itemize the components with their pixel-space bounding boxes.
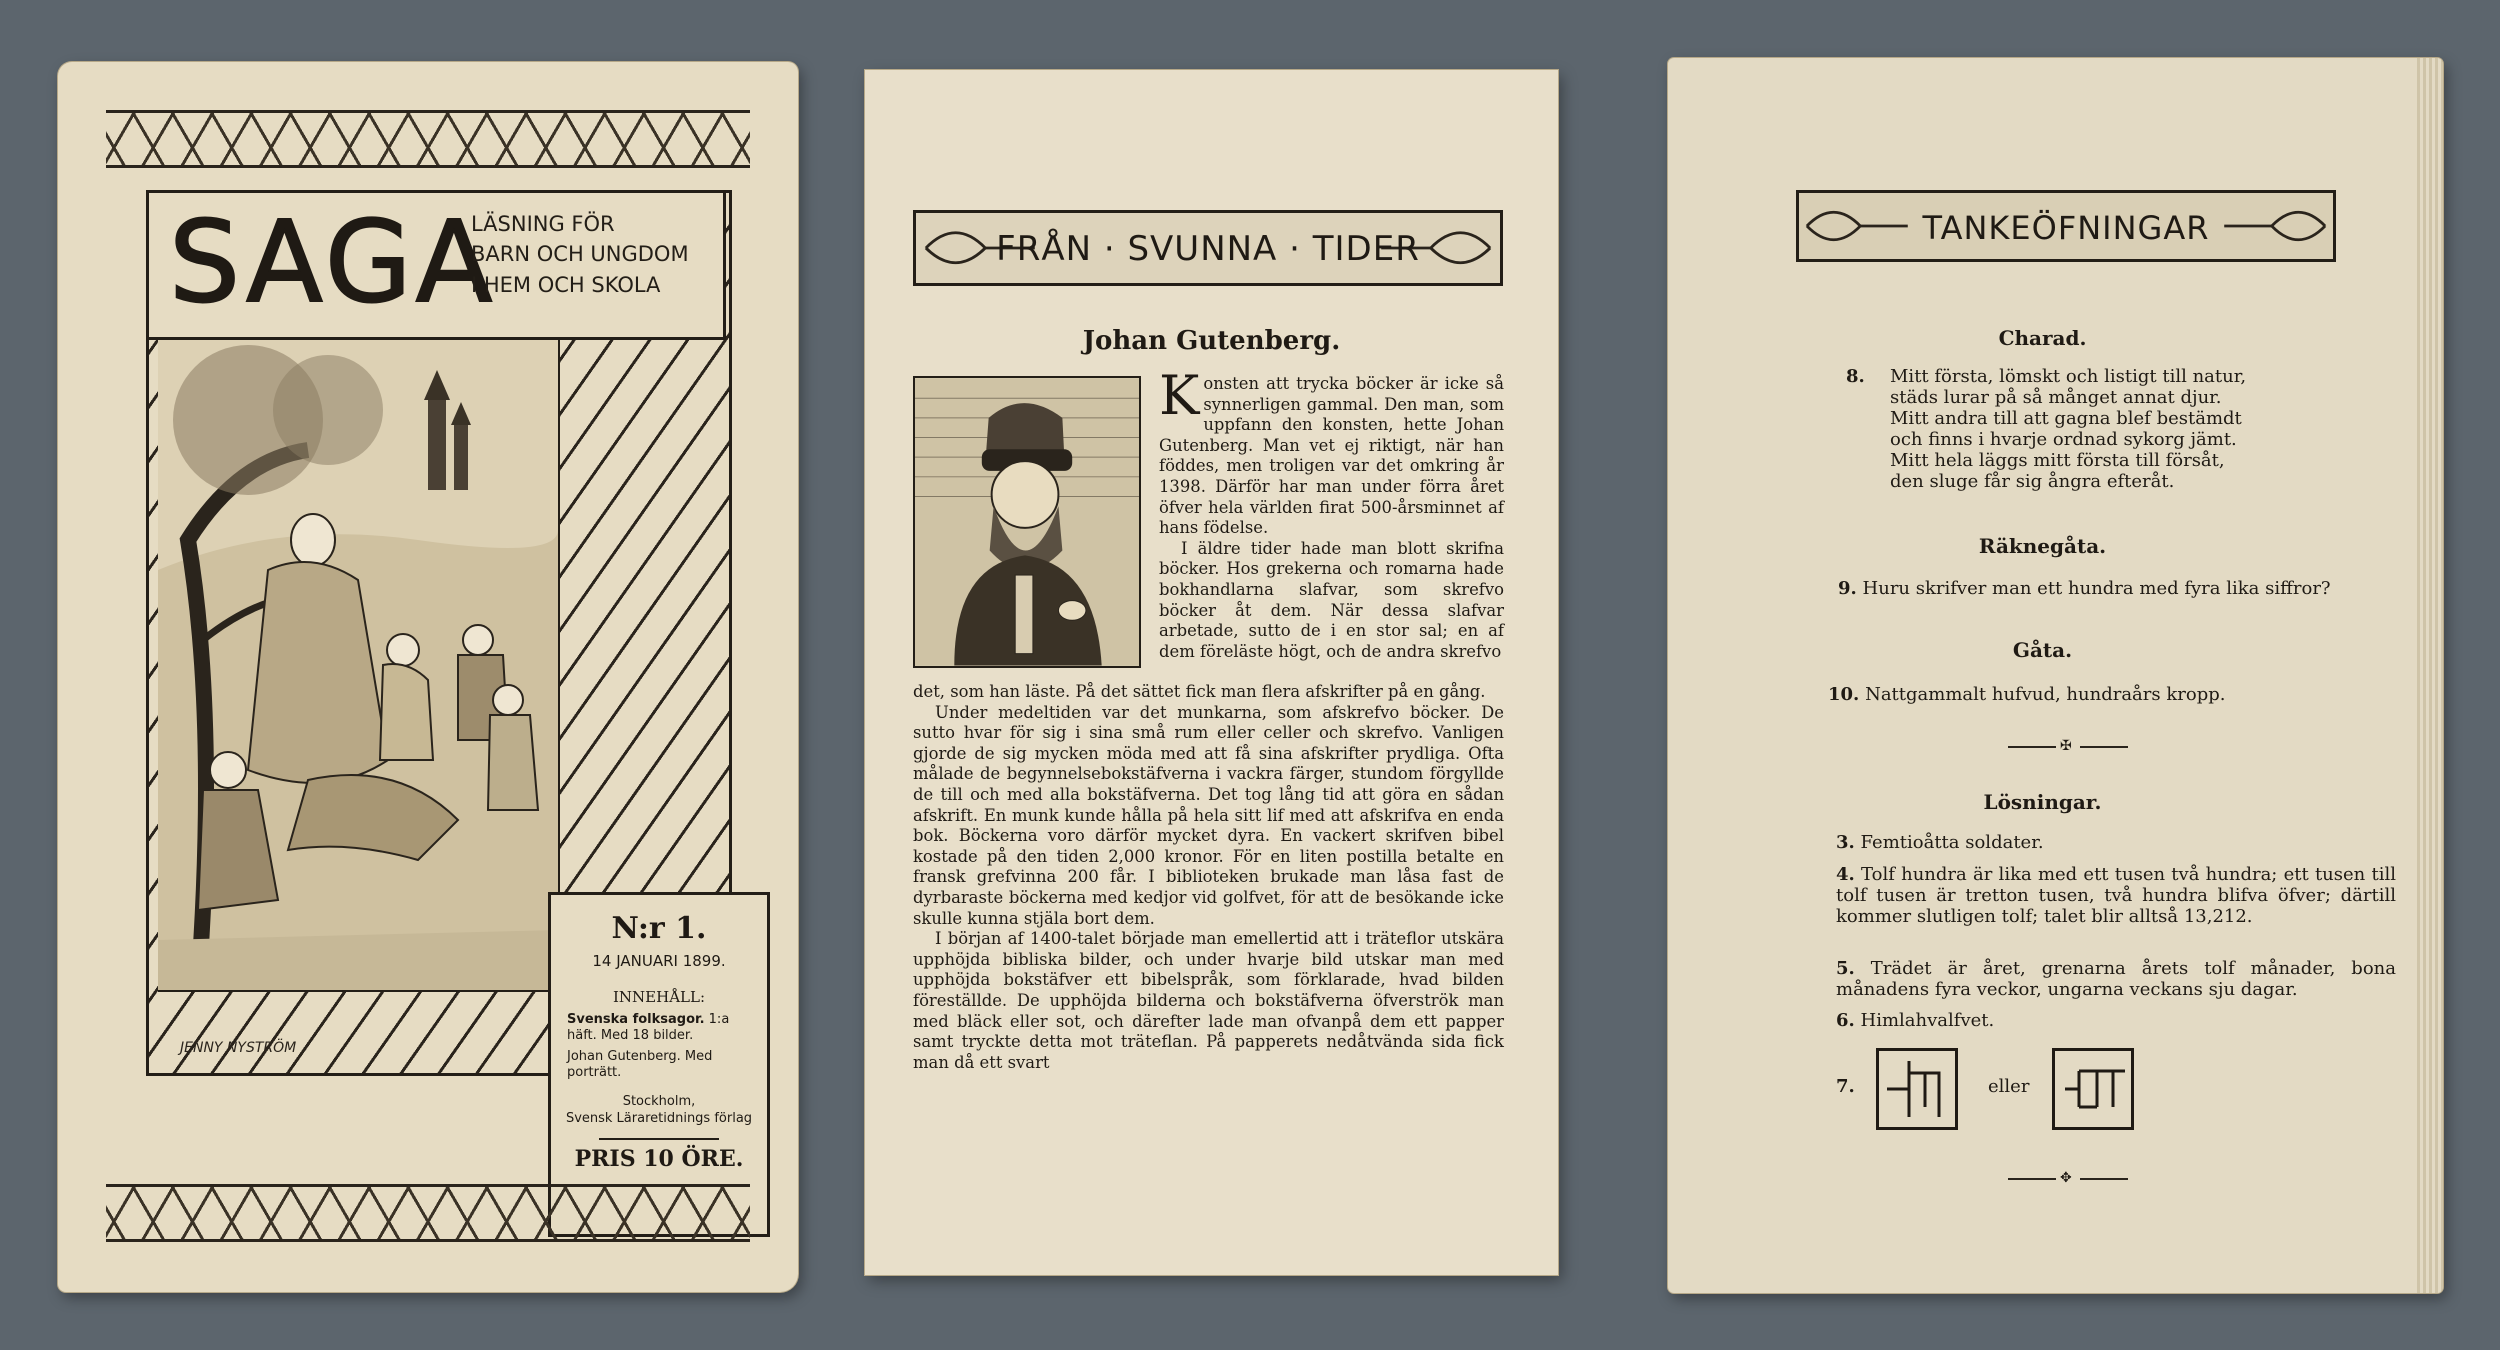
cover-ornament-bottom <box>106 1184 750 1242</box>
verse-line: städs lurar på så månget annat djur. <box>1890 387 2222 408</box>
divider-line <box>2080 746 2128 748</box>
contents-item <box>551 1012 767 1043</box>
section-header <box>913 210 1503 286</box>
solution-number: 7. <box>1836 1076 1855 1097</box>
solution-text: Trädet är året, grenarna årets tolf månader, bona månadens fyra veckor, ungarna veckans sju dagar. <box>1836 958 2396 1000</box>
verse-line: den sluge får sig ångra efteråt. <box>1890 471 2175 492</box>
section-header-title: TANKEÖFNINGAR <box>1922 209 2210 247</box>
charad-heading: Charad. <box>1998 326 2087 350</box>
gutenberg-portrait <box>913 376 1141 668</box>
solution-figure-a <box>1876 1048 1958 1130</box>
article-page <box>865 70 1558 1275</box>
solution-text: Tolf hundra är lika med ett tusen två hundra; ett tusen till tolf tusen är tretton tusen, två hundra blifva öfver; därtill kommer slutligen tolf; talet blir alltså 13,212. <box>1836 864 2396 927</box>
issue-date: 14 JANUARI 1899. <box>592 952 726 970</box>
solution-text: Femtioåtta soldater. <box>1860 832 2044 853</box>
solution-number: 3. <box>1836 832 1855 853</box>
maze-figure-icon <box>1879 1051 1955 1127</box>
cover-subtitle <box>471 209 711 300</box>
publisher-name: Svensk Läraretidnings förlag <box>565 1111 753 1127</box>
puzzle-number: 8. <box>1846 366 1865 387</box>
section-header-title: FRÅN · SVUNNA · TIDER <box>996 229 1420 269</box>
solution-item <box>1836 864 2396 927</box>
article-paragraph <box>1159 364 1504 539</box>
article-text-column <box>1159 364 1504 662</box>
article-paragraph: I äldre tider hade man blott skrifna böcker. Hos grekerna och romarna hade bokhandlarna slafvar, som skrefvo böcker åt dem. När dessa slafvar arbetade, sutto de i en stor sal; en af dem föreläste högt, och de andra skrefvo <box>1159 538 1504 661</box>
or-word: eller <box>1988 1076 2030 1097</box>
solution-item <box>1836 832 2396 853</box>
page-edge <box>2417 58 2443 1293</box>
raknegata-puzzle <box>1838 578 2438 599</box>
divider-ornament-icon: ✥ <box>2060 1170 2072 1186</box>
subtitle-line-1: LÄSNING FÖR <box>471 212 615 236</box>
puzzle-text: Nattgammalt hufvud, hundraårs kropp. <box>1865 684 2226 705</box>
contents-heading: INNEHÅLL: <box>612 988 705 1006</box>
article-text-full <box>913 682 1504 1073</box>
contents-item-title: Svenska folksagor. <box>567 1012 705 1027</box>
cover-illustration <box>158 340 560 992</box>
cover-title: SAGA <box>169 198 497 328</box>
solution-figure-b <box>2052 1048 2134 1130</box>
puzzle-number: 10. <box>1828 684 1860 705</box>
solution-number: 5. <box>1836 958 1855 979</box>
price-divider <box>599 1138 719 1140</box>
puzzle-text: Huru skrifver man ett hundra med fyra lika siffror? <box>1862 578 2331 599</box>
cover-masthead <box>146 190 726 340</box>
contents-item-detail: 1:a häft. Med 18 bilder. <box>567 1012 730 1043</box>
contents-item-detail: Johan Gutenberg. Med porträtt. <box>567 1049 713 1080</box>
raknegata-heading: Räknegåta. <box>1978 534 2107 558</box>
divider-line <box>2080 1178 2128 1180</box>
publisher-city: Stockholm, <box>622 1094 696 1110</box>
section-divider <box>2008 1170 2128 1188</box>
article-paragraph-text: onsten att trycka böcker är icke så synnerligen gammal. Den man, som uppfann den konsten, hette Johan Gutenberg. Man vet ej riktigt, när han föddes, men troligen var det omkring år 1398. Därför har man under förra året öfver hela världen firat 500-årsminnet af hans födelse. <box>1159 374 1504 538</box>
divider-ornament-icon: ✠ <box>2060 738 2072 754</box>
price: PRIS 10 ÖRE. <box>574 1146 744 1173</box>
subtitle-line-3: I HEM OCH SKOLA <box>471 272 661 297</box>
solution-item <box>1836 1076 1876 1097</box>
article-paragraph: det, som han läste. På det sättet fick man flera afskrifter på en gång. <box>913 682 1486 701</box>
puzzle-number: 9. <box>1838 578 1857 599</box>
article-title: Johan Gutenberg. <box>1082 326 1341 356</box>
verse-line: Mitt hela läggs mitt första till försåt, <box>1890 450 2225 471</box>
gata-heading: Gåta. <box>2012 638 2073 662</box>
contents-item <box>551 1049 767 1080</box>
cover-ornament-top <box>106 110 750 168</box>
artist-signature: JENNY NYSTRÖM <box>180 1040 297 1056</box>
losningar-heading: Lösningar. <box>1983 790 2102 814</box>
gata-puzzle <box>1828 684 2428 705</box>
divider-line <box>2008 746 2056 748</box>
solution-item <box>1836 1010 2396 1031</box>
section-divider <box>2008 738 2128 756</box>
maze-figure-icon <box>2055 1051 2131 1127</box>
portrait-engraving <box>915 378 1139 666</box>
divider-line <box>2008 1178 2056 1180</box>
puzzle-page <box>1668 58 2443 1293</box>
verse-line: Mitt andra till att gagna blef bestämdt <box>1890 408 2242 429</box>
issue-number: N:r 1. <box>611 911 707 946</box>
verse-line: och finns i hvarje ordnad sykorg jämt. <box>1890 429 2237 450</box>
cover-illustration-drawing <box>158 340 558 990</box>
article-paragraph: I början af 1400-talet började man emellertid att i träteflor utskära upphöjda bibliska bilder, och under hvarje bild utskar man med upphöjda bokstäfver ett bibelspråk, som förklarade, hvad bilden föreställde. De upphöjda bilderna och bokstäfverna öfverströk man med bläck eller sot, och därefter lade man ofvanpå dem ett papper samt tryckte detta mot träteflan. På papperets nedåtvända sida fick man då ett svart <box>913 929 1504 1072</box>
solution-number: 4. <box>1836 864 1855 885</box>
section-header <box>1796 190 2336 262</box>
magazine-cover <box>58 62 798 1292</box>
solution-number: 6. <box>1836 1010 1855 1031</box>
verse-line: Mitt första, lömskt och listigt till natur, <box>1890 366 2247 387</box>
charad-verse <box>1890 366 2390 492</box>
solution-text: Himlahvalfvet. <box>1860 1010 1995 1031</box>
subtitle-line-2: BARN OCH UNGDOM <box>471 242 689 267</box>
article-paragraph: Under medeltiden var det munkarna, som afskrefvo böcker. De sutto hvar för sig i sina små rum eller celler och skrefvo. Vanligen gjorde de sig mycken möda med att få sina afskrifter prydliga. Ofta målade de begynnelsebokstäfverna i vackra färger, stundom förgyllde de till och med alla bokstäfverna. Det tog lång tid att göra en sådan afskrift. En munk kunde hålla på hela sitt lif med att afskrifva en enda bok. Böckerna voro därför mycket dyra. En vackert skrifven bibel kostade på den tiden 2,000 kronor. För en liten postilla betalte en fransk grefvinna 200 får. I biblioteken brukade man låsa fast de dyrbaraste böckerna med kedjor vid golfvet, för att de besökande icke skulle kunna stjäla bort dem. <box>913 702 1504 928</box>
publisher <box>551 1094 767 1128</box>
dropcap: K <box>1159 364 1200 427</box>
solution-item <box>1836 958 2396 1000</box>
